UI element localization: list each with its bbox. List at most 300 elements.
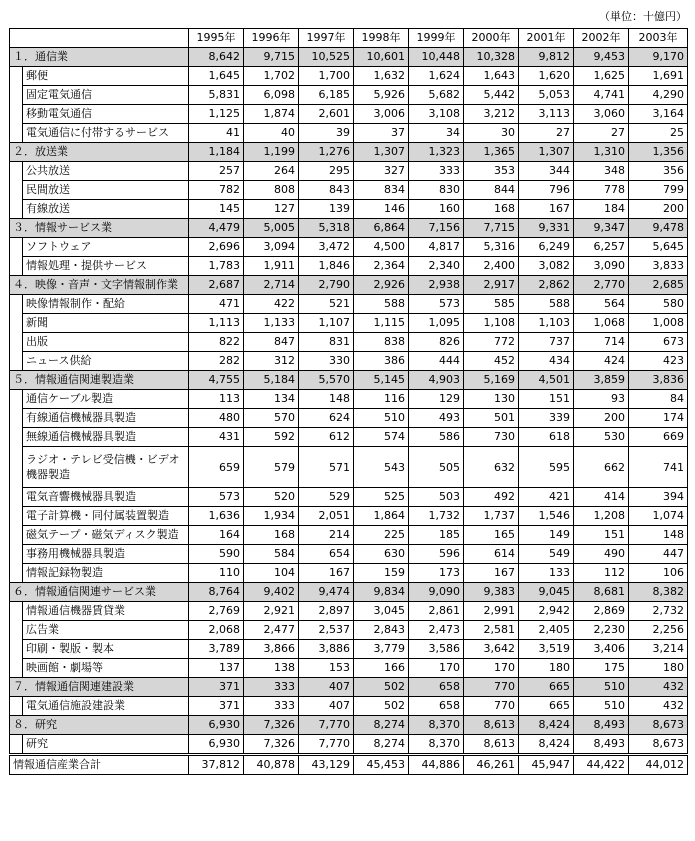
value-cell: 3,859: [574, 371, 629, 390]
value-cell: 394: [629, 488, 688, 507]
indent-cell: [10, 621, 23, 640]
value-cell: 822: [189, 333, 244, 352]
table-row: [10, 545, 688, 564]
value-cell: 8,642: [189, 48, 244, 67]
item-label: 有線放送: [23, 200, 189, 219]
value-cell: 8,493: [574, 716, 629, 735]
value-cell: 4,500: [354, 238, 409, 257]
table-row: [10, 390, 688, 409]
value-cell: 502: [354, 678, 409, 697]
table-row: [10, 238, 688, 257]
value-cell: 421: [519, 488, 574, 507]
value-cell: 3,789: [189, 640, 244, 659]
indent-cell: [10, 735, 23, 755]
value-cell: 2,364: [354, 257, 409, 276]
indent-cell: [10, 181, 23, 200]
value-cell: 782: [189, 181, 244, 200]
value-cell: 662: [574, 447, 629, 488]
value-cell: 7,326: [244, 735, 299, 755]
value-cell: 4,290: [629, 86, 688, 105]
value-cell: 3,214: [629, 640, 688, 659]
value-cell: 4,903: [409, 371, 464, 390]
value-cell: 595: [519, 447, 574, 488]
value-cell: 4,741: [574, 86, 629, 105]
value-cell: 510: [574, 678, 629, 697]
value-cell: 333: [409, 162, 464, 181]
value-cell: 799: [629, 181, 688, 200]
value-cell: 2,256: [629, 621, 688, 640]
value-cell: 2,714: [244, 276, 299, 295]
value-cell: 1,874: [244, 105, 299, 124]
value-cell: 2,687: [189, 276, 244, 295]
value-cell: 6,930: [189, 716, 244, 735]
value-cell: 2,921: [244, 602, 299, 621]
value-cell: 796: [519, 181, 574, 200]
value-cell: 1,911: [244, 257, 299, 276]
value-cell: 1,365: [464, 143, 519, 162]
value-cell: 184: [574, 200, 629, 219]
item-label: ソフトウェア: [23, 238, 189, 257]
value-cell: 139: [299, 200, 354, 219]
value-cell: 9,474: [299, 583, 354, 602]
value-cell: 521: [299, 295, 354, 314]
value-cell: 6,249: [519, 238, 574, 257]
value-cell: 1,643: [464, 67, 519, 86]
value-cell: 8,382: [629, 583, 688, 602]
value-cell: 7,770: [299, 735, 354, 755]
value-cell: 116: [354, 390, 409, 409]
value-cell: 93: [574, 390, 629, 409]
value-cell: 1,133: [244, 314, 299, 333]
value-cell: 525: [354, 488, 409, 507]
value-cell: 1,732: [409, 507, 464, 526]
value-cell: 543: [354, 447, 409, 488]
category-row: [10, 583, 688, 602]
value-cell: 3,779: [354, 640, 409, 659]
value-cell: 584: [244, 545, 299, 564]
value-cell: 808: [244, 181, 299, 200]
category-label: ５．情報通信関連製造業: [10, 371, 189, 390]
item-label: 事務用機械器具製造: [23, 545, 189, 564]
indent-cell: [10, 564, 23, 583]
indent-cell: [10, 67, 23, 86]
value-cell: 30: [464, 124, 519, 143]
value-cell: 2,473: [409, 621, 464, 640]
value-cell: 9,812: [519, 48, 574, 67]
value-cell: 2,843: [354, 621, 409, 640]
value-cell: 3,108: [409, 105, 464, 124]
indent-cell: [10, 295, 23, 314]
value-cell: 501: [464, 409, 519, 428]
year-header: 2000年: [464, 29, 519, 48]
indent-cell: [10, 86, 23, 105]
value-cell: 2,790: [299, 276, 354, 295]
item-label: 固定電気通信: [23, 86, 189, 105]
value-cell: 3,472: [299, 238, 354, 257]
value-cell: 3,060: [574, 105, 629, 124]
table-row: [10, 488, 688, 507]
value-cell: 170: [409, 659, 464, 678]
value-cell: 618: [519, 428, 574, 447]
value-cell: 312: [244, 352, 299, 371]
value-cell: 2,869: [574, 602, 629, 621]
value-cell: 5,926: [354, 86, 409, 105]
value-cell: 510: [354, 409, 409, 428]
value-cell: 772: [464, 333, 519, 352]
value-cell: 180: [519, 659, 574, 678]
value-cell: 3,006: [354, 105, 409, 124]
value-cell: 1,108: [464, 314, 519, 333]
value-cell: 1,700: [299, 67, 354, 86]
category-row: [10, 276, 688, 295]
value-cell: 27: [519, 124, 574, 143]
value-cell: 173: [409, 564, 464, 583]
item-label: 映画館・劇場等: [23, 659, 189, 678]
value-cell: 127: [244, 200, 299, 219]
value-cell: 9,834: [354, 583, 409, 602]
value-cell: 632: [464, 447, 519, 488]
table-row: [10, 86, 688, 105]
value-cell: 6,864: [354, 219, 409, 238]
value-cell: 2,770: [574, 276, 629, 295]
value-cell: 2,917: [464, 276, 519, 295]
value-cell: 7,715: [464, 219, 519, 238]
value-cell: 4,817: [409, 238, 464, 257]
year-header: 2003年: [629, 29, 688, 48]
value-cell: 422: [244, 295, 299, 314]
item-label: 磁気テープ・磁気ディスク製造: [23, 526, 189, 545]
value-cell: 3,094: [244, 238, 299, 257]
value-cell: 5,442: [464, 86, 519, 105]
value-cell: 654: [299, 545, 354, 564]
value-cell: 588: [354, 295, 409, 314]
value-cell: 9,090: [409, 583, 464, 602]
item-label: 印刷・製版・製本: [23, 640, 189, 659]
value-cell: 614: [464, 545, 519, 564]
item-label: 新聞: [23, 314, 189, 333]
category-label: ３．情報サービス業: [10, 219, 189, 238]
value-cell: 714: [574, 333, 629, 352]
value-cell: 520: [244, 488, 299, 507]
value-cell: 167: [299, 564, 354, 583]
value-cell: 2,601: [299, 105, 354, 124]
value-cell: 574: [354, 428, 409, 447]
indent-cell: [10, 545, 23, 564]
value-cell: 502: [354, 697, 409, 716]
value-cell: 1,846: [299, 257, 354, 276]
value-cell: 570: [244, 409, 299, 428]
value-cell: 503: [409, 488, 464, 507]
value-cell: 145: [189, 200, 244, 219]
value-cell: 175: [574, 659, 629, 678]
indent-cell: [10, 507, 23, 526]
value-cell: 452: [464, 352, 519, 371]
value-cell: 838: [354, 333, 409, 352]
value-cell: 133: [519, 564, 574, 583]
value-cell: 831: [299, 333, 354, 352]
total-label: 情報通信産業合計: [10, 755, 189, 775]
value-cell: 386: [354, 352, 409, 371]
header-row: [10, 29, 688, 48]
value-cell: 1,125: [189, 105, 244, 124]
value-cell: 3,586: [409, 640, 464, 659]
value-cell: 529: [299, 488, 354, 507]
value-cell: 2,051: [299, 507, 354, 526]
value-cell: 770: [464, 697, 519, 716]
value-cell: 130: [464, 390, 519, 409]
total-row: [10, 755, 688, 775]
value-cell: 579: [244, 447, 299, 488]
value-cell: 149: [519, 526, 574, 545]
value-cell: 9,331: [519, 219, 574, 238]
value-cell: 492: [464, 488, 519, 507]
value-cell: 167: [519, 200, 574, 219]
value-cell: 826: [409, 333, 464, 352]
value-cell: 168: [464, 200, 519, 219]
value-cell: 7,156: [409, 219, 464, 238]
table-row: [10, 162, 688, 181]
value-cell: 371: [189, 697, 244, 716]
value-cell: 1,783: [189, 257, 244, 276]
value-cell: 1,323: [409, 143, 464, 162]
value-cell: 3,519: [519, 640, 574, 659]
value-cell: 113: [189, 390, 244, 409]
indent-cell: [10, 526, 23, 545]
value-cell: 6,098: [244, 86, 299, 105]
value-cell: 564: [574, 295, 629, 314]
table-row: [10, 409, 688, 428]
value-cell: 8,673: [629, 735, 688, 755]
value-cell: 1,068: [574, 314, 629, 333]
table-row: [10, 507, 688, 526]
value-cell: 1,199: [244, 143, 299, 162]
value-cell: 5,316: [464, 238, 519, 257]
year-header: 1999年: [409, 29, 464, 48]
value-cell: 148: [629, 526, 688, 545]
value-cell: 3,833: [629, 257, 688, 276]
item-label: 郵便: [23, 67, 189, 86]
value-cell: 2,942: [519, 602, 574, 621]
value-cell: 2,938: [409, 276, 464, 295]
indent-cell: [10, 333, 23, 352]
value-cell: 44,886: [409, 755, 464, 775]
value-cell: 630: [354, 545, 409, 564]
header-corner: [10, 29, 189, 48]
value-cell: 151: [574, 526, 629, 545]
item-label: 情報記録物製造: [23, 564, 189, 583]
table-row: [10, 659, 688, 678]
value-cell: 1,636: [189, 507, 244, 526]
value-cell: 3,836: [629, 371, 688, 390]
value-cell: 146: [354, 200, 409, 219]
value-cell: 353: [464, 162, 519, 181]
table-row: [10, 295, 688, 314]
value-cell: 344: [519, 162, 574, 181]
value-cell: 596: [409, 545, 464, 564]
value-cell: 170: [464, 659, 519, 678]
value-cell: 737: [519, 333, 574, 352]
value-cell: 166: [354, 659, 409, 678]
value-cell: 148: [299, 390, 354, 409]
value-cell: 778: [574, 181, 629, 200]
value-cell: 2,862: [519, 276, 574, 295]
table-row: [10, 564, 688, 583]
value-cell: 41: [189, 124, 244, 143]
value-cell: 1,645: [189, 67, 244, 86]
value-cell: 8,613: [464, 716, 519, 735]
item-label: 出版: [23, 333, 189, 352]
value-cell: 2,068: [189, 621, 244, 640]
value-cell: 1,095: [409, 314, 464, 333]
value-cell: 8,424: [519, 716, 574, 735]
value-cell: 9,453: [574, 48, 629, 67]
value-cell: 3,090: [574, 257, 629, 276]
value-cell: 3,406: [574, 640, 629, 659]
value-cell: 7,770: [299, 716, 354, 735]
value-cell: 2,732: [629, 602, 688, 621]
value-cell: 585: [464, 295, 519, 314]
value-cell: 9,383: [464, 583, 519, 602]
value-cell: 371: [189, 678, 244, 697]
value-cell: 1,276: [299, 143, 354, 162]
value-cell: 471: [189, 295, 244, 314]
value-cell: 1,310: [574, 143, 629, 162]
value-cell: 530: [574, 428, 629, 447]
value-cell: 5,831: [189, 86, 244, 105]
value-cell: 37,812: [189, 755, 244, 775]
indent-cell: [10, 390, 23, 409]
value-cell: 2,991: [464, 602, 519, 621]
value-cell: 106: [629, 564, 688, 583]
value-cell: 2,926: [354, 276, 409, 295]
value-cell: 45,947: [519, 755, 574, 775]
item-label: 電子計算機・同付属装置製造: [23, 507, 189, 526]
value-cell: 8,370: [409, 735, 464, 755]
value-cell: 624: [299, 409, 354, 428]
value-cell: 3,045: [354, 602, 409, 621]
value-cell: 3,886: [299, 640, 354, 659]
value-cell: 1,113: [189, 314, 244, 333]
category-label: ７．情報通信関連建設業: [10, 678, 189, 697]
value-cell: 4,501: [519, 371, 574, 390]
value-cell: 9,402: [244, 583, 299, 602]
item-label: 研究: [23, 735, 189, 755]
value-cell: 200: [574, 409, 629, 428]
value-cell: 282: [189, 352, 244, 371]
item-label: ラジオ・テレビ受信機・ビデオ機器製造: [23, 447, 189, 488]
value-cell: 2,861: [409, 602, 464, 621]
value-cell: 5,145: [354, 371, 409, 390]
value-cell: 847: [244, 333, 299, 352]
value-cell: 5,169: [464, 371, 519, 390]
value-cell: 3,642: [464, 640, 519, 659]
value-cell: 165: [464, 526, 519, 545]
value-cell: 6,185: [299, 86, 354, 105]
value-cell: 43,129: [299, 755, 354, 775]
value-cell: 257: [189, 162, 244, 181]
table-row: [10, 257, 688, 276]
value-cell: 5,645: [629, 238, 688, 257]
table-row: [10, 621, 688, 640]
value-cell: 8,370: [409, 716, 464, 735]
value-cell: 730: [464, 428, 519, 447]
category-label: ４．映像・音声・文字情報制作業: [10, 276, 189, 295]
value-cell: 356: [629, 162, 688, 181]
value-cell: 110: [189, 564, 244, 583]
value-cell: 6,257: [574, 238, 629, 257]
value-cell: 8,274: [354, 716, 409, 735]
item-label: 移動電気通信: [23, 105, 189, 124]
value-cell: 444: [409, 352, 464, 371]
category-label: ８．研究: [10, 716, 189, 735]
table-row: [10, 526, 688, 545]
value-cell: 493: [409, 409, 464, 428]
value-cell: 137: [189, 659, 244, 678]
value-cell: 2,477: [244, 621, 299, 640]
value-cell: 8,764: [189, 583, 244, 602]
value-cell: 424: [574, 352, 629, 371]
category-row: [10, 678, 688, 697]
value-cell: 40,878: [244, 755, 299, 775]
item-label: 公共放送: [23, 162, 189, 181]
value-cell: 407: [299, 678, 354, 697]
value-cell: 46,261: [464, 755, 519, 775]
value-cell: 423: [629, 352, 688, 371]
value-cell: 348: [574, 162, 629, 181]
value-cell: 174: [629, 409, 688, 428]
value-cell: 2,769: [189, 602, 244, 621]
table-row: [10, 200, 688, 219]
value-cell: 658: [409, 697, 464, 716]
value-cell: 112: [574, 564, 629, 583]
indent-cell: [10, 314, 23, 333]
item-label: 通信ケーブル製造: [23, 390, 189, 409]
value-cell: 1,307: [354, 143, 409, 162]
item-label: 電気通信施設建設業: [23, 697, 189, 716]
value-cell: 10,601: [354, 48, 409, 67]
value-cell: 571: [299, 447, 354, 488]
value-cell: 480: [189, 409, 244, 428]
category-row: [10, 219, 688, 238]
value-cell: 151: [519, 390, 574, 409]
value-cell: 1,208: [574, 507, 629, 526]
indent-cell: [10, 659, 23, 678]
value-cell: 447: [629, 545, 688, 564]
value-cell: 44,422: [574, 755, 629, 775]
value-cell: 658: [409, 678, 464, 697]
value-cell: 2,400: [464, 257, 519, 276]
year-header: 1996年: [244, 29, 299, 48]
value-cell: 160: [409, 200, 464, 219]
category-label: ６．情報通信関連サービス業: [10, 583, 189, 602]
value-cell: 844: [464, 181, 519, 200]
category-row: [10, 48, 688, 67]
value-cell: 659: [189, 447, 244, 488]
indent-cell: [10, 352, 23, 371]
year-header: 2002年: [574, 29, 629, 48]
value-cell: 327: [354, 162, 409, 181]
table-row: [10, 105, 688, 124]
value-cell: 434: [519, 352, 574, 371]
value-cell: 665: [519, 697, 574, 716]
value-cell: 200: [629, 200, 688, 219]
value-cell: 159: [354, 564, 409, 583]
value-cell: 1,107: [299, 314, 354, 333]
item-label: 有線通信機械器具製造: [23, 409, 189, 428]
value-cell: 8,681: [574, 583, 629, 602]
value-cell: 330: [299, 352, 354, 371]
table-row: [10, 67, 688, 86]
